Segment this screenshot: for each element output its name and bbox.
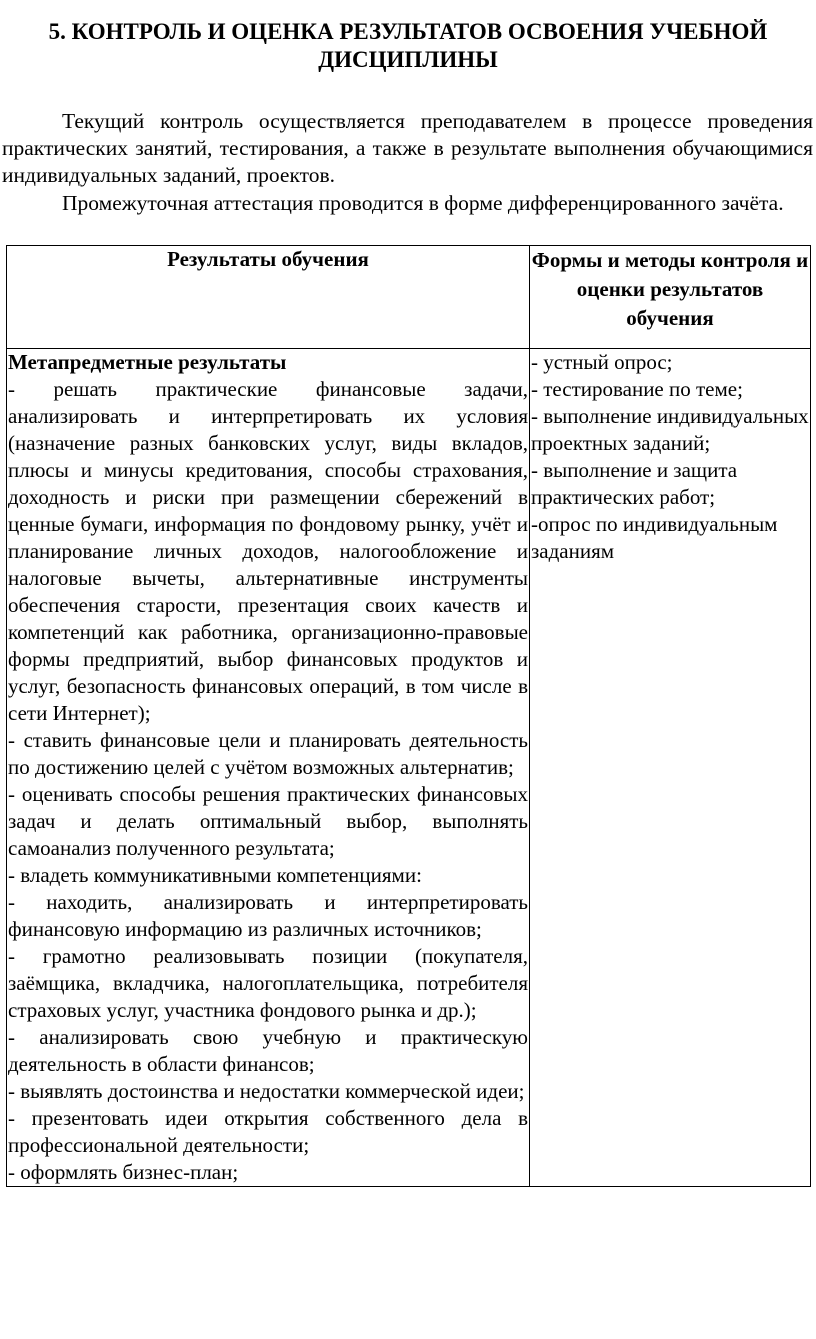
result-item: - решать практические финансовые задачи, анализировать и интерпретировать их условия (назначение разных банковских услуг, виды вкладов, плюсы и минусы кредитования, способы страхования, доходность и риски при размещении сбережений в ценные бумаги, информация по фондовому рынку, учёт и планирование личных доходов, налогообложение и налоговые вычеты, альтернативные инструменты обеспечения старости, презентация своих качеств и компетенций как работника, организационно-правовые формы предприятий, выбор финансовых продуктов и услуг, безопасность финансовых операций, в том числе в сети Интернет); — [8, 377, 528, 725]
result-item: - анализировать свою учебную и практическую деятельность в области финансов; — [8, 1025, 528, 1076]
result-item: - выявлять достоинства и недостатки коммерческой идеи; — [8, 1079, 525, 1103]
paragraph-current-control: Текущий контроль осуществляется преподавателем в процессе проведения практических занятий, тестирования, а также в результате выполнения обучающимися индивидуальных заданий, проектов. — [2, 109, 813, 187]
table-row — [7, 349, 811, 1187]
method-item: -опрос по индивидуальным заданиям — [531, 512, 778, 563]
section-heading-line-2: ДИСЦИПЛИНЫ — [318, 47, 498, 72]
result-item: - оформлять бизнес-план; — [8, 1160, 239, 1184]
table-header-row — [7, 246, 811, 349]
section-heading-line-1: 5. КОНТРОЛЬ И ОЦЕНКА РЕЗУЛЬТАТОВ ОСВОЕНИЯ УЧЕБНОЙ — [48, 19, 768, 44]
method-item: - выполнение и защита практических работ; — [531, 458, 738, 509]
method-item: - выполнение индивидуальных проектных заданий; — [531, 404, 809, 455]
method-item: - устный опрос; — [531, 350, 673, 374]
result-item: - грамотно реализовывать позиции (покупателя, заёмщика, вкладчика, налогоплательщика, потребителя страховых услуг, участника фондового рынка и др.); — [8, 944, 528, 1022]
method-item: - тестирование по теме; — [531, 377, 743, 401]
methods-cell — [530, 349, 811, 1187]
result-item: - находить, анализировать и интерпретировать финансовую информацию из различных источников; — [8, 890, 528, 941]
result-item: - оценивать способы решения практических финансовых задач и делать оптимальный выбор, выполнять самоанализ полученного результата; — [8, 782, 528, 860]
header-results: Результаты обучения — [7, 246, 530, 349]
result-item: - ставить финансовые цели и планировать деятельность по достижению целей с учётом возможных альтернатив; — [8, 728, 528, 779]
row-title: Метапредметные результаты — [8, 350, 287, 374]
paragraph-intermediate-attestation: Промежуточная аттестация проводится в форме дифференцированного зачёта. — [62, 191, 784, 215]
result-item: - презентовать идеи открытия собственного дела в профессиональной деятельности; — [8, 1106, 528, 1157]
results-table — [6, 245, 811, 1187]
results-cell — [7, 349, 530, 1187]
section-heading — [0, 18, 816, 74]
header-forms-methods: Формы и методы контроля и оценки результатов обучения — [530, 246, 811, 349]
result-item: - владеть коммуникативными компетенциями: — [8, 863, 422, 887]
